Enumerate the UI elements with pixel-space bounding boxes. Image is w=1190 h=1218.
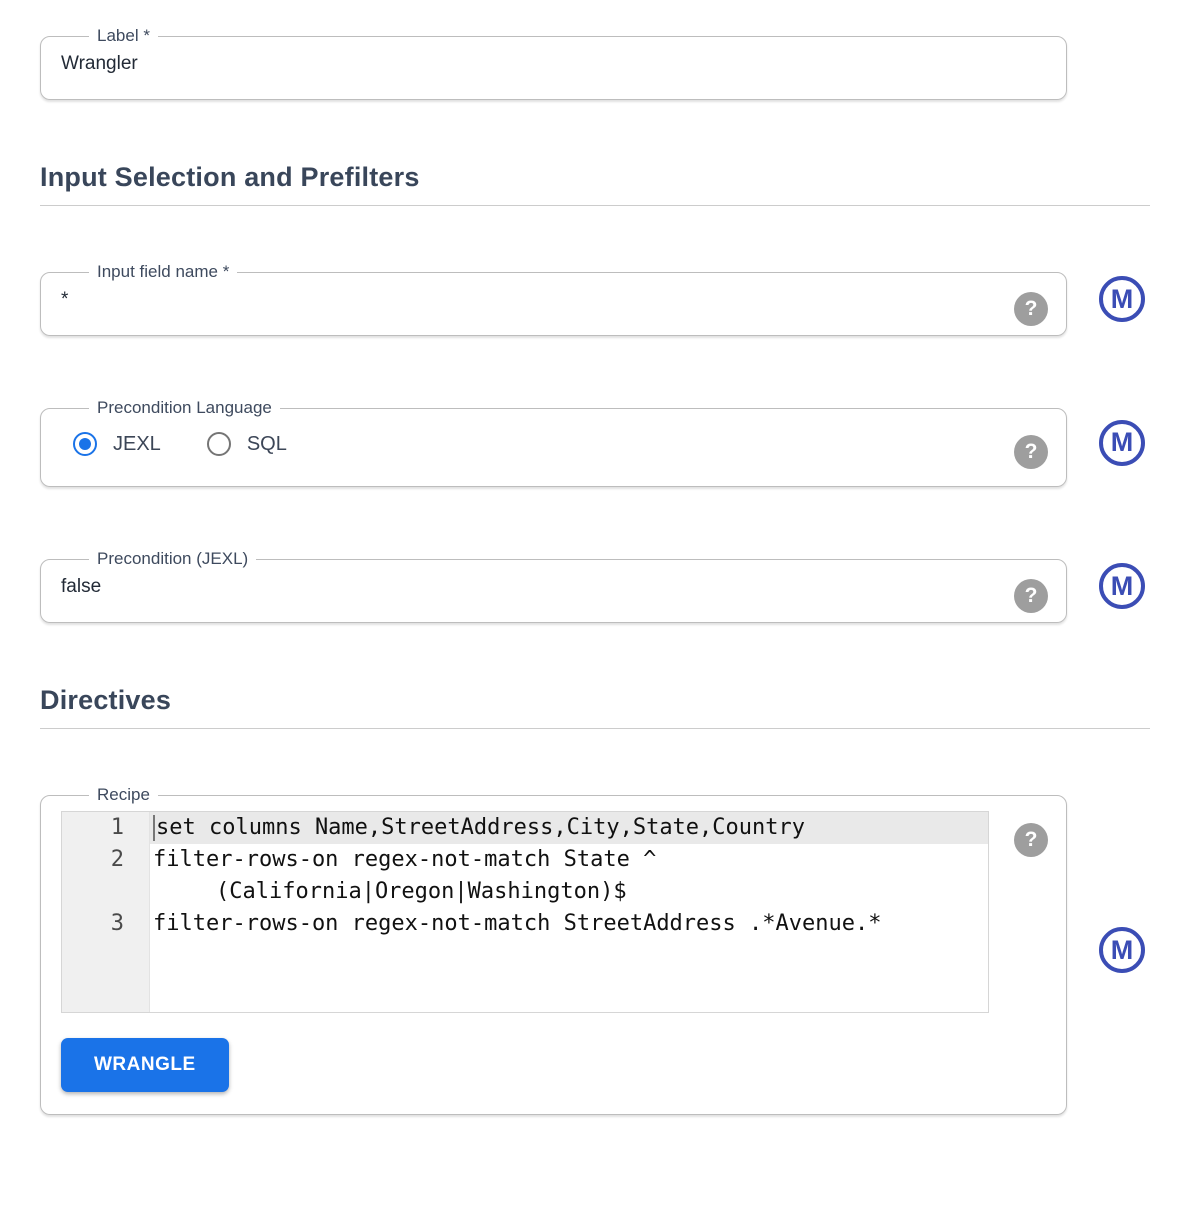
recipe-label: Recipe — [97, 785, 150, 804]
code-line[interactable] — [62, 908, 988, 940]
label-field-row — [40, 26, 1190, 100]
label-field — [40, 26, 1067, 100]
radio-option-jexl[interactable] — [73, 432, 161, 456]
radio-option-sql[interactable] — [207, 432, 287, 456]
precondition-field — [40, 549, 1067, 623]
section-title-directives: Directives — [40, 685, 172, 715]
code-text: filter-rows-on regex-not-match State ^ — [153, 847, 657, 872]
precondition-input[interactable]: false — [61, 576, 102, 597]
recipe-editor[interactable] — [61, 811, 989, 1013]
precondition-language-field — [40, 398, 1067, 487]
code-line[interactable] — [62, 844, 988, 876]
label-field-label: Label * — [97, 26, 150, 45]
code-text: (California|Oregon|Washington)$ — [216, 879, 627, 904]
radio-jexl-label[interactable]: JEXL — [113, 432, 161, 455]
precondition-language-row — [40, 398, 1190, 487]
section-divider — [40, 728, 1150, 729]
code-text: set columns Name,StreetAddress,City,State,Country — [156, 815, 806, 840]
help-icon[interactable]: ? — [1014, 435, 1048, 469]
macro-icon[interactable]: M — [1099, 420, 1145, 466]
wrangle-button[interactable]: WRANGLE — [61, 1038, 229, 1092]
editor-empty-space[interactable] — [62, 940, 988, 1012]
macro-icon[interactable]: M — [1099, 276, 1145, 322]
precondition-label: Precondition (JEXL) — [97, 549, 249, 568]
help-icon[interactable]: ? — [1014, 579, 1048, 613]
line-number-empty — [62, 876, 150, 908]
macro-icon[interactable]: M — [1099, 563, 1145, 609]
code-text: filter-rows-on regex-not-match StreetAddress .*Avenue.* — [153, 911, 882, 936]
radio-sql-label[interactable]: SQL — [246, 432, 287, 455]
recipe-row — [40, 785, 1190, 1115]
precondition-row — [40, 549, 1190, 623]
macro-icon[interactable]: M — [1099, 927, 1145, 973]
help-icon[interactable]: ? — [1014, 823, 1048, 857]
input-field-name-field — [40, 262, 1067, 336]
precondition-language-label: Precondition Language — [97, 398, 272, 417]
input-field-name-input[interactable]: * — [61, 289, 69, 310]
recipe-field — [40, 785, 1067, 1115]
precondition-language-radio-group — [61, 418, 1046, 464]
line-number: 2 — [62, 844, 150, 876]
help-icon[interactable]: ? — [1014, 292, 1048, 326]
radio-sql-icon[interactable] — [207, 432, 231, 456]
text-cursor — [153, 815, 155, 841]
code-line-wrapped[interactable] — [62, 876, 988, 908]
radio-jexl-icon[interactable] — [73, 432, 97, 456]
section-title-input-selection: Input Selection and Prefilters — [40, 162, 420, 192]
input-field-name-label: Input field name * — [97, 262, 230, 281]
label-input[interactable]: Wrangler — [61, 53, 138, 74]
line-number: 3 — [62, 908, 150, 940]
line-number: 1 — [62, 812, 150, 844]
input-field-name-row — [40, 262, 1190, 336]
code-line[interactable] — [62, 812, 988, 844]
section-divider — [40, 205, 1150, 206]
